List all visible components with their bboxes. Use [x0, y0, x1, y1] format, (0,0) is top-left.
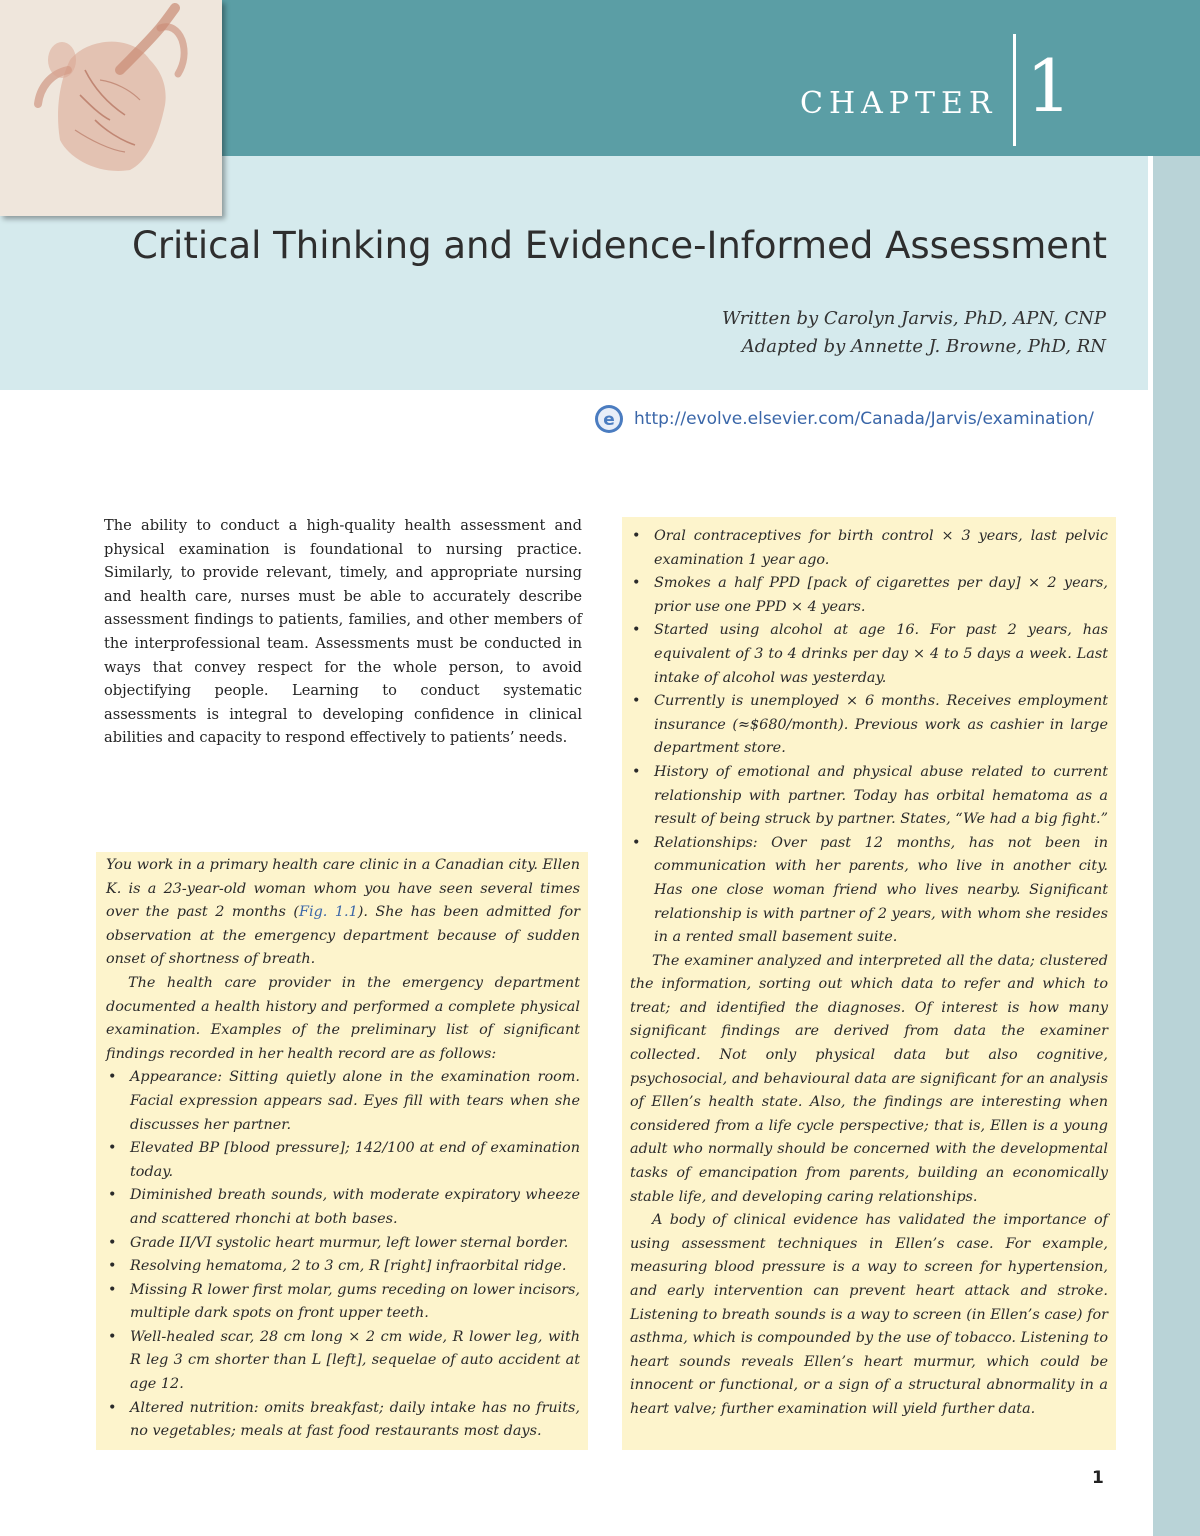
findings-list-right [630, 525, 1108, 950]
list-item: • Started using alcohol at age 16. For past 2 years, has equivalent of 3 to 4 drinks per day × 4 to 5 days a week. Last intake of alcohol was yesterday. [632, 622, 1108, 686]
list-item: • Oral contraceptives for birth control × 3 years, last pelvic examination 1 year ago. [632, 528, 1108, 568]
list-item: • Resolving hematoma, 2 to 3 cm, R [right] infraorbital ridge. [108, 1258, 567, 1275]
right-margin-strip [1153, 156, 1200, 1536]
list-item: • Smokes a half PPD [pack of cigarettes per day] × 2 years, prior use one PPD × 4 years. [632, 575, 1108, 615]
chapter-divider [1013, 34, 1016, 146]
list-item: • Currently is unemployed × 6 months. Receives employment insurance (≈$680/month). Previous work as cashier in large department store. [632, 693, 1108, 757]
case-paragraph-2: The health care provider in the emergency department documented a health history and performed a complete physical examination. Examples of the preliminary list of significant findings recorded in her health record are as follows: [106, 974, 580, 1062]
list-item: • Missing R lower first molar, gums receding on lower incisors, multiple dark spots on front upper teeth. [108, 1281, 580, 1322]
list-item: • Diminished breath sounds, with moderate expiratory wheeze and scattered rhonchi at both bases. [108, 1187, 580, 1227]
chapter-title: Critical Thinking and Evidence-Informed Assessment [132, 224, 1108, 267]
list-item: • History of emotional and physical abuse related to current relationship with partner. Today has orbital hematoma as a result of being struck by partner. States, “We had a big fight.” [632, 763, 1108, 828]
adapter-byline: Adapted by Annette J. Browne, PhD, RN [741, 336, 1106, 357]
author-byline: Written by Carolyn Jarvis, PhD, APN, CNP [722, 308, 1106, 329]
list-item: • Appearance: Sitting quietly alone in the examination room. Facial expression appears sad. Eyes fill with tears when she discusses her partner. [108, 1069, 580, 1133]
findings-list-left [106, 1066, 580, 1444]
chapter-label: CHAPTER [800, 86, 998, 121]
case-study-box-left [96, 852, 588, 1450]
anatomy-sketch-illustration [0, 0, 222, 216]
svg-text:e: e [603, 410, 615, 430]
list-item: • Grade II/VI systolic heart murmur, left lower sternal border. [108, 1234, 569, 1251]
list-item: • Relationships: Over past 12 months, has not been in communication with her parents, who live in another city. Has one close woman friend who lives nearby. Significant relationship is with partner of 2 years, with whom she resides in a rented small basement suite. [632, 834, 1108, 946]
evolve-icon [594, 404, 624, 434]
case-study-box-right [622, 517, 1116, 1450]
case-paragraph-1: You work in a primary health care clinic in a Canadian city. Ellen K. is a 23-year-old woman whom you have seen several times over the past 2 months (Fig. 1.1). She has been admitted for observation at the emergency department because of sudden onset of shortness of breath. [106, 857, 581, 968]
chapter-number: 1 [1026, 44, 1072, 128]
list-item: • Well-healed scar, 28 cm long × 2 cm wide, R lower leg, with R leg 3 cm shorter than L [left], sequelae of auto accident at age 12. [108, 1328, 580, 1393]
evolve-link-row [594, 404, 1094, 434]
page-number: 1 [1092, 1468, 1104, 1488]
intro-paragraph [104, 514, 582, 750]
list-item: • Elevated BP [blood pressure]; 142/100 at end of examination today. [108, 1140, 580, 1180]
case-paragraph-3: The examiner analyzed and interpreted all the data; clustered the information, sorting out which data to refer and which to treat; and identified the diagnoses. Of interest is how many significant findings are derived from data the examiner collected. Not only physical data but also cognitive, psychosocial, and behavioural data are significant for an analysis of Ellen’s health state. Also, the findings are interesting when considered from a life cycle perspective; that is, Ellen is a young adult who normally should be concerned with the developmental tasks of emancipation from parents, building an economically stable life, and developing caring relationships. [630, 952, 1108, 1205]
case-paragraph-4: A body of clinical evidence has validated the importance of using assessment techniques in Ellen’s case. For example, measuring blood pressure is a way to screen for hypertension, and early intervention can prevent heart attack and stroke. Listening to breath sounds is a way to screen (in Ellen’s case) for asthma, which is compounded by the use of tobacco. Listening to heart sounds reveals Ellen’s heart murmur, which could be innocent or functional, or a sign of a structural abnormality in a heart valve; further examination will yield further data. [630, 1212, 1108, 1417]
anatomy-sketch-image [0, 0, 222, 216]
figure-link[interactable]: Fig. 1.1 [298, 904, 358, 921]
evolve-url-link[interactable]: http://evolve.elsevier.com/Canada/Jarvis/examination/ [634, 409, 1094, 429]
list-item: • Altered nutrition: omits breakfast; daily intake has no fruits, no vegetables; meals at fast food restaurants most days. [108, 1399, 580, 1440]
intro-text: The ability to conduct a high-quality health assessment and physical examination is foundational to nursing practice. Similarly, to provide relevant, timely, and appropriate nursing and health care, nurses must be able to accurately describe assessment findings to patients, families, and other members of the interprofessional team. Assessments must be conducted in ways that convey respect for the whole person, to avoid objectifying people. Learning to conduct systematic assessments is integral to developing confidence in clinical abilities and capacity to respond effectively to patients’ needs. [104, 517, 582, 747]
